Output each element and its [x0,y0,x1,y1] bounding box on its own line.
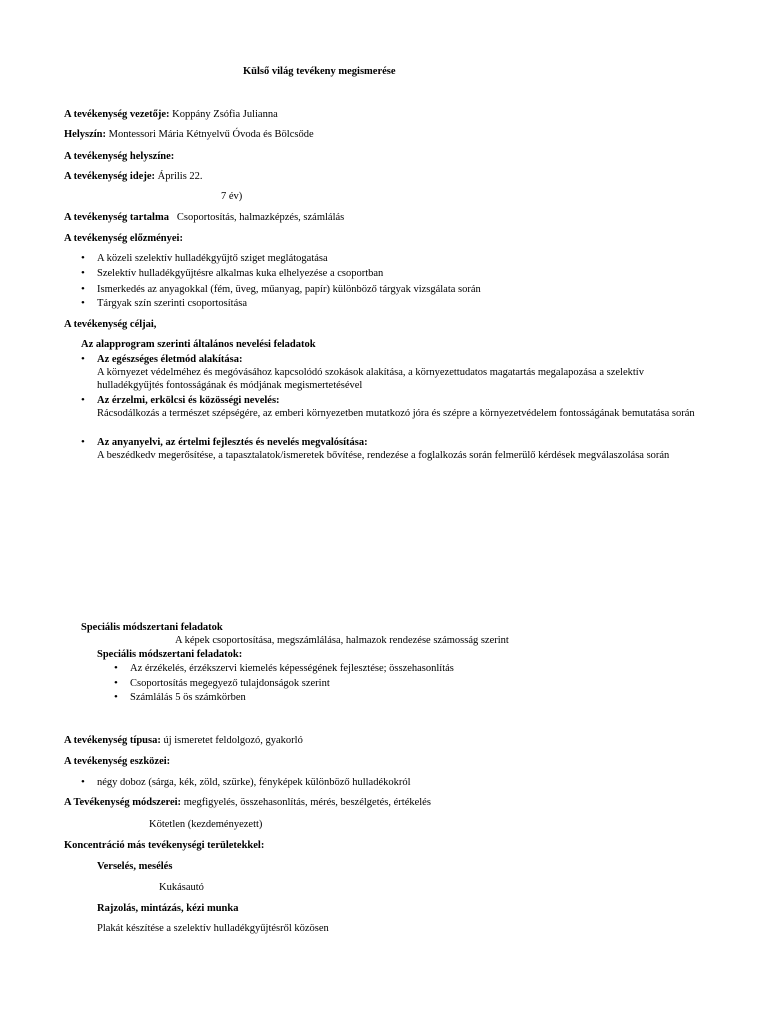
leader-label: A tevékenység vezetője: [64,109,170,120]
concentration-area-value: Plakát készítése a szelektív hulladékgyűjtésről közösen [97,923,329,934]
location-row [64,128,314,141]
goal-item-heading: • Az anyanyelvi, az értelmi fejlesztés és nevelés megvalósítása: [97,436,368,449]
prereq-item: • Ismerkedés az anyagokkal (fém, üveg, műanyag, papír) különböző tárgyak vizsgálata során [97,283,481,296]
content-value: Csoportosítás, halmazképzés, számlálás [176,212,345,223]
tools-item: • négy doboz (sárga, kék, zöld, szürke), fényképek különböző hulladékokról [97,776,411,789]
page-title: Külső világ tevékeny megismerése [243,66,396,77]
age-note: 7 év) [221,191,243,202]
goals-label: A tevékenység céljai, [64,319,157,330]
form-value: Kötetlen (kezdeményezett) [149,819,263,830]
special-heading: Speciális módszertani feladatok [81,622,223,633]
venue-row [64,150,174,163]
prereq-item: • A közeli szelektív hulladékgyűjtő sziget meglátogatása [97,252,328,265]
methods-value: megfigyelés, összehasonlítás, mérés, beszélgetés, értékelés [183,797,431,808]
goals-subheading: Az alapprogram szerinti általános nevelési feladatok [81,339,316,350]
tools-label: A tevékenység eszközei: [64,756,171,767]
special-subheading: Speciális módszertani feladatok: [97,649,243,660]
goal-item-heading: • Az érzelmi, erkölcsi és közösségi nevelés: [97,394,280,407]
content-label: A tevékenység tartalma [64,212,169,223]
prereq-item: • Tárgyak szín szerinti csoportosítása [97,297,247,310]
leader-value: Koppány Zsófia Julianna [172,109,278,120]
special-item: • Csoportosítás megegyező tulajdonságok szerint [130,677,330,690]
location-value: Montessori Mária Kétnyelvű Óvoda és Bölcsőde [108,129,314,140]
type-value: új ismeretet feldolgozó, gyakorló [163,735,303,746]
type-label: A tevékenység típusa: [64,735,161,746]
goal-item-heading: • Az egészséges életmód alakítása: [97,353,243,366]
concentration-area: Verselés, mesélés [97,861,173,872]
leader-row [64,108,278,121]
type-row [64,734,303,747]
special-item: • Az érzékelés, érzékszervi kiemelés képességének fejlesztése; összehasonlítás [130,662,454,675]
prereq-item: • Szelektív hulladékgyűjtésre alkalmas kuka elhelyezése a csoportban [97,267,383,280]
time-label: A tevékenység ideje: [64,171,155,182]
time-row [64,170,203,183]
concentration-area-value: Kukásautó [159,882,204,893]
methods-row [64,796,431,809]
special-line: A képek csoportosítása, megszámlálása, halmazok rendezése számosság szerint [175,635,509,646]
concentration-area: Rajzolás, mintázás, kézi munka [97,903,239,914]
goal-item-text: A beszédkedv megerősítése, a tapasztalatok/ismeretek bővítése, rendezése a foglalkozás során felmerülő kérdések megválaszolása során [97,450,670,461]
methods-label: A Tevékenység módszerei: [64,797,182,808]
goal-item-text: Rácsodálkozás a természet szépségére, az emberi környezetben mutatkozó jóra és szépre a környezetvédelem fontosságának bemutatása során [97,408,695,419]
content-row [64,211,344,224]
goal-item-text: A környezet védelméhez és megóvásához kapcsolódó szokások alakítása, a környezettudatos magatartás megalapozása a szelektív hulladékgyűjtés fontosságának és módjának megismertetésével [97,367,644,391]
prereq-label: A tevékenység előzményei: [64,233,183,244]
special-item: • Számlálás 5 ös számkörben [130,691,246,704]
time-value: Április 22. [157,171,203,182]
location-label: Helyszín: [64,129,106,140]
concentration-label: Koncentráció más tevékenységi területekkel: [64,840,265,851]
venue-label: A tevékenység helyszíne: [64,151,175,162]
